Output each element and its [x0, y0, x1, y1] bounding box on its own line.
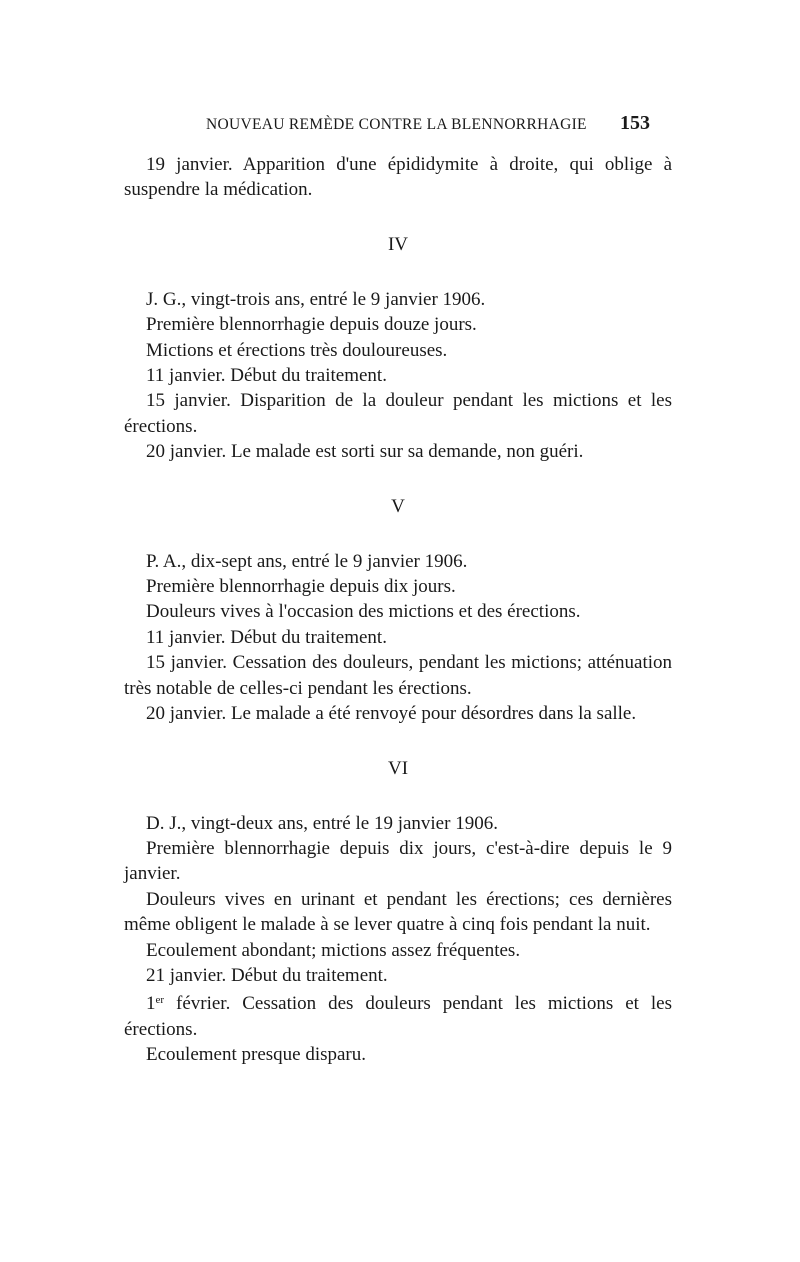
paragraph: Douleurs vives en urinant et pendant les érections; ces dernières même obligent le malade à se lever quatre à cinq fois pendant la nuit.	[124, 888, 672, 936]
paragraph: 11 janvier. Début du traitement.	[146, 365, 387, 387]
paragraph	[124, 988, 672, 1042]
paragraph: D. J., vingt-deux ans, entré le 19 janvier 1906.	[146, 812, 498, 834]
paragraph: P. A., dix-sept ans, entré le 9 janvier 1906.	[146, 550, 468, 572]
body-text	[124, 152, 672, 1068]
case-heading-v: V	[391, 495, 405, 517]
paragraph: J. G., vingt-trois ans, entré le 9 janvier 1906.	[146, 288, 486, 310]
paragraph: 20 janvier. Le malade est sorti sur sa demande, non guéri.	[146, 441, 584, 463]
case-heading-vi: VI	[387, 757, 409, 779]
paragraph: 15 janvier. Disparition de la douleur pendant les mictions et les érections.	[124, 390, 672, 437]
paragraph: Ecoulement presque disparu.	[146, 1044, 367, 1066]
date-number: 1	[146, 993, 156, 1015]
paragraph: Douleurs vives à l'occasion des mictions et des érections.	[146, 601, 581, 623]
paragraph: 21 janvier. Début du traitement.	[146, 964, 388, 986]
paragraph: Mictions et érections très douloureuses.	[146, 339, 448, 361]
paragraph: 19 janvier. Apparition d'une épididymite à droite, qui oblige à suspendre la médication.	[124, 154, 672, 201]
paragraph: Ecoulement abondant; mictions assez fréquentes.	[146, 939, 521, 961]
paragraph: Première blennorrhagie depuis dix jours, c'est-à-dire depuis le 9 janvier.	[124, 837, 672, 885]
ordinal-superscript: er	[155, 994, 165, 1007]
paragraph: Première blennorrhagie depuis dix jours.	[146, 576, 456, 598]
paragraph: 15 janvier. Cessation des douleurs, pendant les mictions; atténuation très notable de celles-ci pendant les érections.	[124, 652, 672, 699]
paragraph: 20 janvier. Le malade a été renvoyé pour désordres dans la salle.	[146, 703, 637, 725]
page-number: 153	[620, 112, 650, 134]
running-title: NOUVEAU REMÈDE CONTRE LA BLENNORRHAGIE	[206, 116, 587, 133]
case-heading-iv: IV	[387, 233, 409, 255]
paragraph-text: février. Cessation des douleurs pendant les mictions et les érections.	[124, 993, 672, 1040]
paragraph: Première blennorrhagie depuis douze jours.	[146, 314, 477, 336]
paragraph: 11 janvier. Début du traitement.	[146, 626, 387, 648]
